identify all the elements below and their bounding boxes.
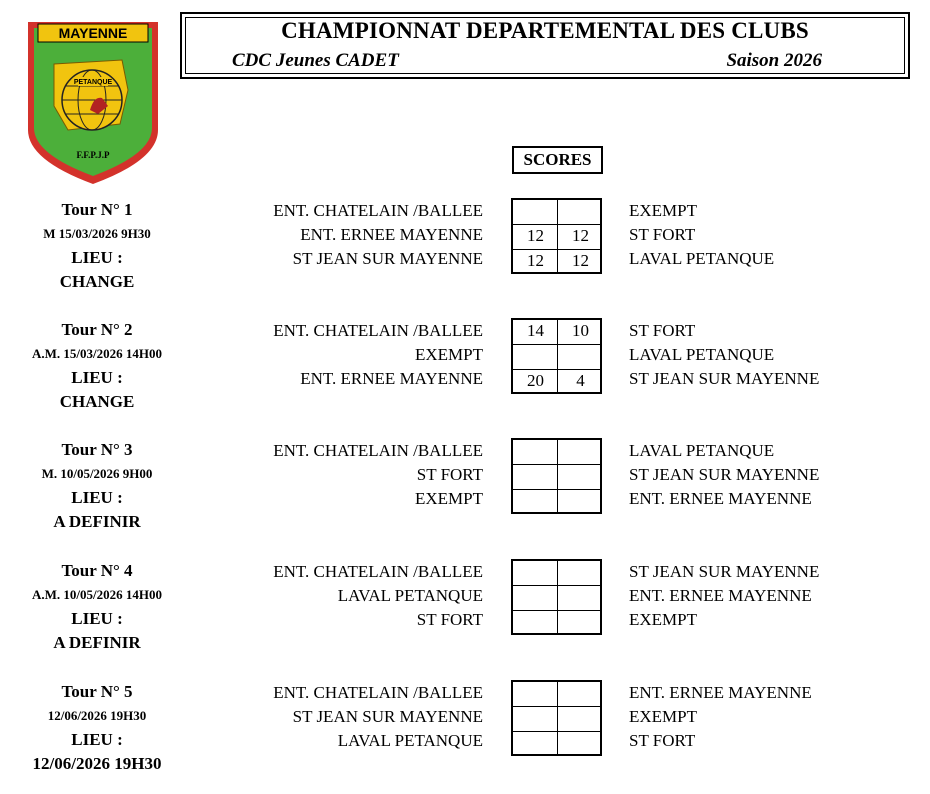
home-team: ST FORT — [416, 610, 483, 629]
match-row — [0, 247, 930, 271]
match-row — [0, 343, 930, 367]
tour-title: Tour N° 5 — [61, 682, 133, 701]
home-team: ENT. CHATELAIN /BALLEE — [273, 201, 483, 220]
match-row — [0, 223, 930, 247]
tour-date: A.M. 10/05/2026 14H00 — [32, 587, 162, 602]
tour-place: A DEFINIR — [53, 633, 141, 652]
home-team: EXEMPT — [415, 345, 483, 364]
away-team: ENT. ERNEE MAYENNE — [629, 586, 812, 605]
match-row — [0, 439, 930, 463]
season-label: Saison 2026 — [726, 50, 822, 71]
away-score-cell: 4 — [576, 371, 585, 390]
match-row — [0, 729, 930, 753]
away-team: ST FORT — [629, 321, 696, 340]
home-team: ENT. CHATELAIN /BALLEE — [273, 683, 483, 702]
lieu-label: LIEU : — [71, 609, 123, 628]
match-row — [0, 560, 930, 584]
home-score-cell: 14 — [527, 321, 544, 340]
away-team: LAVAL PETANQUE — [629, 249, 775, 268]
home-team: ENT. CHATELAIN /BALLEE — [273, 321, 483, 340]
tour-date: M. 10/05/2026 9H00 — [41, 466, 153, 481]
away-team: ST JEAN SUR MAYENNE — [629, 562, 820, 581]
away-team: EXEMPT — [629, 201, 697, 220]
tour-date: A.M. 15/03/2026 14H00 — [32, 346, 162, 361]
match-row — [0, 608, 930, 632]
svg-text:PETANQUE: PETANQUE — [73, 79, 113, 86]
away-team: ST JEAN SUR MAYENNE — [629, 465, 820, 484]
match-row — [0, 463, 930, 487]
away-team: ST JEAN SUR MAYENNE — [629, 369, 820, 388]
away-score-cell: 12 — [572, 251, 589, 270]
home-team: LAVAL PETANQUE — [337, 586, 483, 605]
away-team: LAVAL PETANQUE — [629, 345, 775, 364]
match-row — [0, 367, 930, 391]
tour-title: Tour N° 1 — [61, 200, 133, 219]
svg-text:F.F.P.J.P: F.F.P.J.P — [76, 150, 110, 160]
match-row — [0, 319, 930, 343]
tour-title: Tour N° 2 — [61, 320, 133, 339]
away-team: ENT. ERNEE MAYENNE — [629, 489, 812, 508]
tour-place: A DEFINIR — [53, 512, 141, 531]
tour-place: 12/06/2026 19H30 — [32, 754, 162, 773]
home-team: LAVAL PETANQUE — [337, 731, 483, 750]
away-team: ST FORT — [629, 731, 696, 750]
tour-title: Tour N° 3 — [61, 440, 133, 459]
home-team: ENT. ERNEE MAYENNE — [300, 225, 483, 244]
page-title: CHAMPIONNAT DEPARTEMENTAL DES CLUBS — [281, 18, 809, 43]
lieu-label: LIEU : — [71, 368, 123, 387]
home-team: ENT. CHATELAIN /BALLEE — [273, 441, 483, 460]
home-team: ENT. CHATELAIN /BALLEE — [273, 562, 483, 581]
home-score-cell: 12 — [527, 226, 544, 245]
match-row — [0, 487, 930, 511]
competition-subtitle: CDC Jeunes CADET — [232, 50, 399, 71]
match-row — [0, 584, 930, 608]
svg-text:MAYENNE: MAYENNE — [58, 25, 128, 41]
away-score-cell: 10 — [572, 321, 589, 340]
tour-place: CHANGE — [59, 272, 135, 291]
home-score-cell: 12 — [527, 251, 544, 270]
match-row — [0, 681, 930, 705]
home-team: ST FORT — [416, 465, 483, 484]
title-box — [180, 12, 910, 79]
home-team: ENT. ERNEE MAYENNE — [300, 369, 483, 388]
match-row — [0, 705, 930, 729]
away-score-cell: 12 — [572, 226, 589, 245]
home-team: ST JEAN SUR MAYENNE — [292, 249, 483, 268]
home-team: EXEMPT — [415, 489, 483, 508]
lieu-label: LIEU : — [71, 248, 123, 267]
tour-date: 12/06/2026 19H30 — [47, 708, 147, 723]
away-team: EXEMPT — [629, 610, 697, 629]
mayenne-petanque-logo — [24, 20, 162, 186]
tour-place: CHANGE — [59, 392, 135, 411]
away-team: EXEMPT — [629, 707, 697, 726]
tour-date: M 15/03/2026 9H30 — [43, 226, 151, 241]
lieu-label: LIEU : — [71, 488, 123, 507]
away-team: LAVAL PETANQUE — [629, 441, 775, 460]
scores-header: SCORES — [512, 146, 603, 174]
match-row — [0, 199, 930, 223]
home-score-cell: 20 — [527, 371, 544, 390]
away-team: ST FORT — [629, 225, 696, 244]
tour-title: Tour N° 4 — [61, 561, 133, 580]
home-team: ST JEAN SUR MAYENNE — [292, 707, 483, 726]
lieu-label: LIEU : — [71, 730, 123, 749]
away-team: ENT. ERNEE MAYENNE — [629, 683, 812, 702]
